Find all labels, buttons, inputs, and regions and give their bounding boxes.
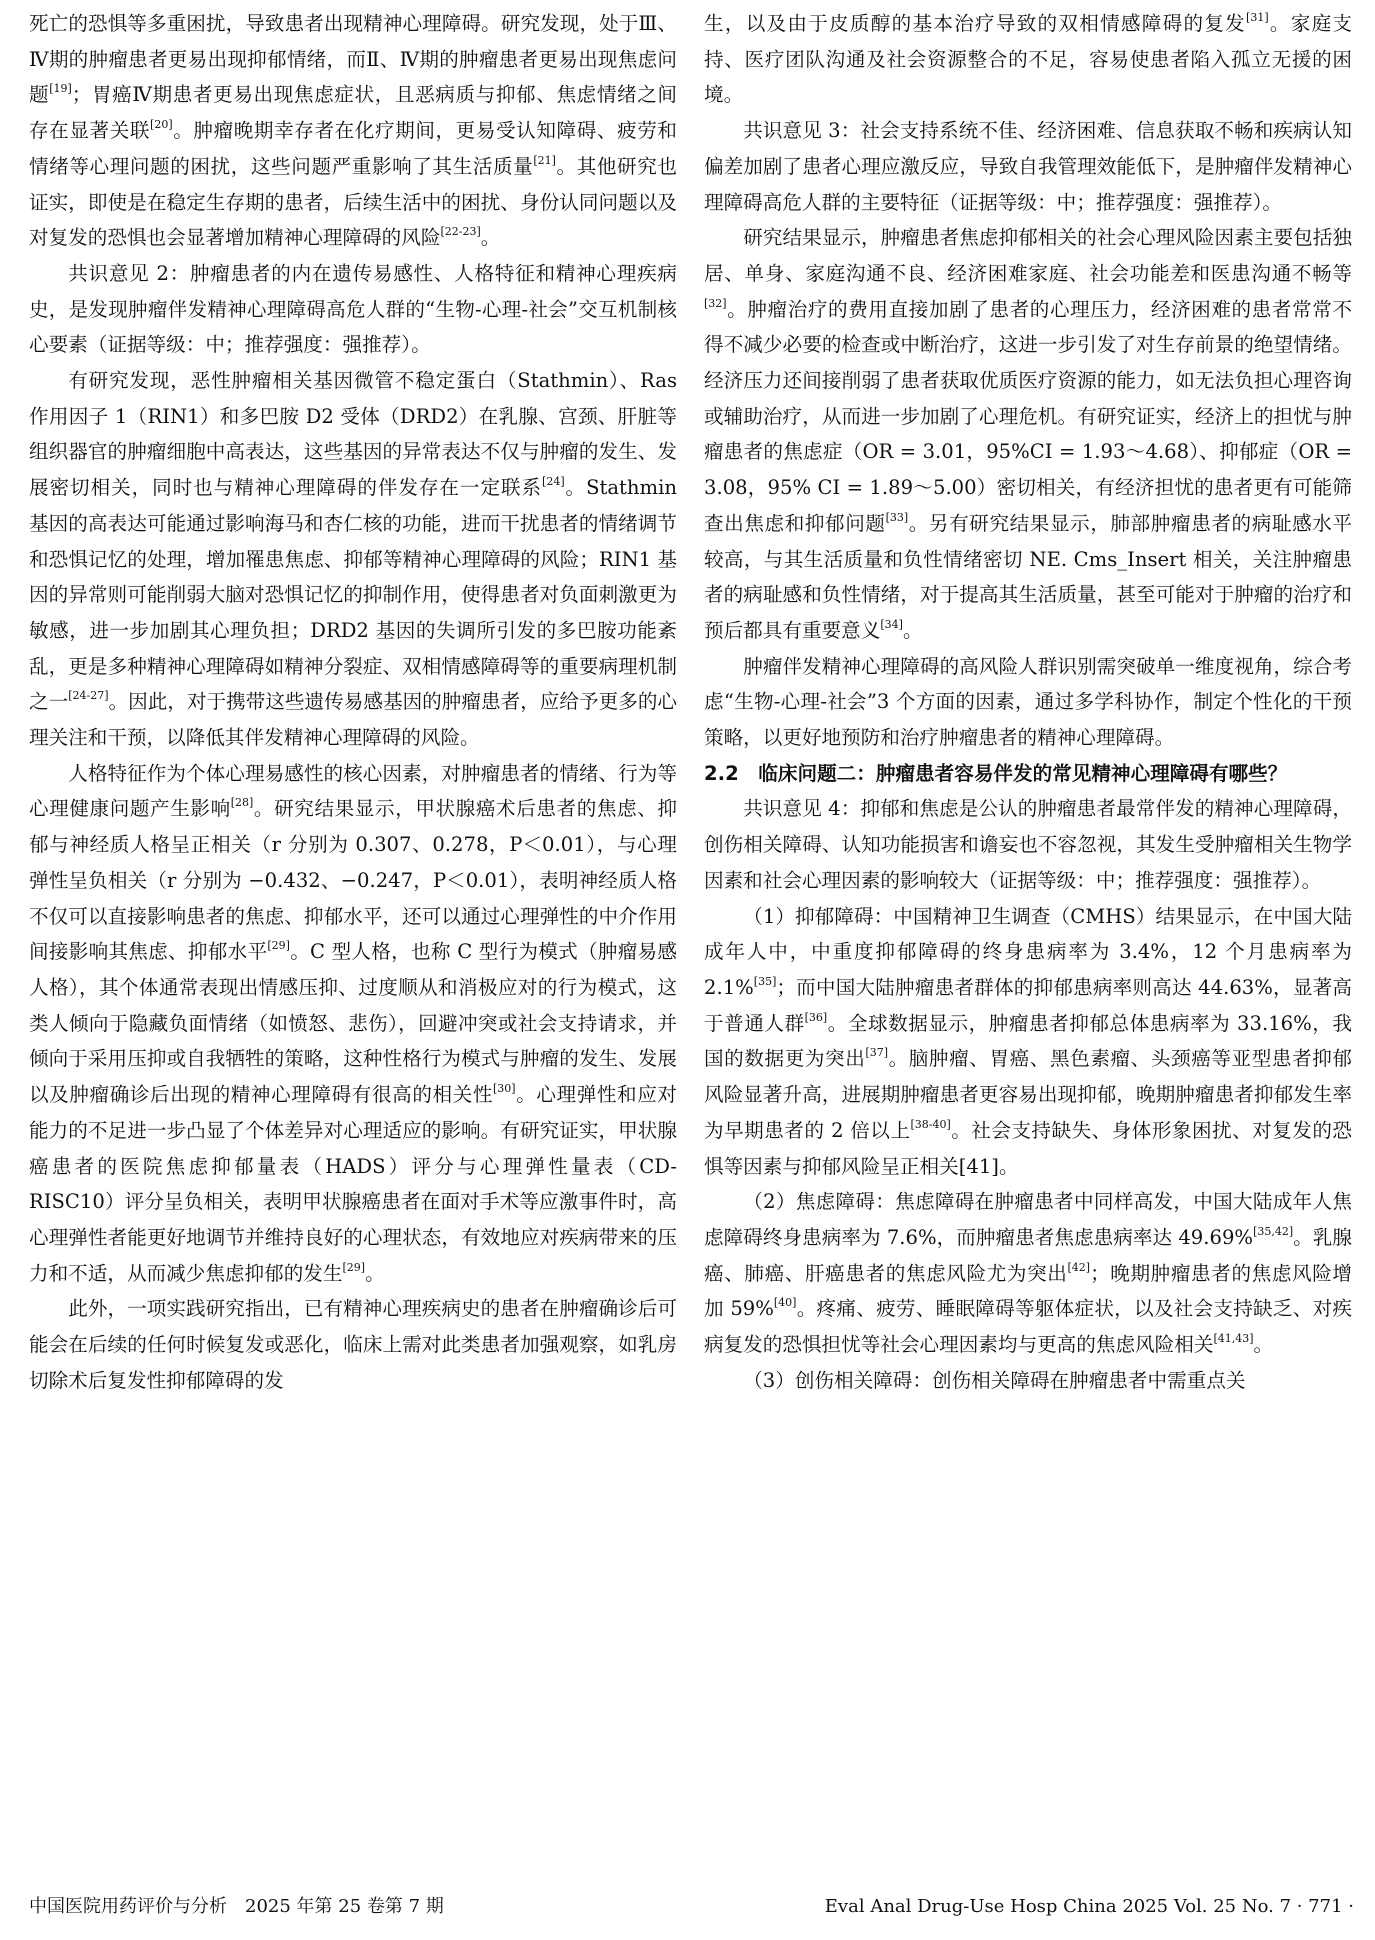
citation: [19] [49, 82, 72, 96]
paragraph: 有研究发现，恶性肿瘤相关基因微管不稳定蛋白（Stathmin）、Ras 作用因子 1（RIN1）和多巴胺 D2 受体（DRD2）在乳腺、宫颈、肝脏等组织器官的肿瘤细胞中高表达，这些基因的异常表达不仅与肿瘤的发生、发展密切相关，同时也与精神心理障碍的伴发存在一定联系[24]。Stathmin 基因的高表达可能通过影响海马和杏仁核的功能，进而干扰患者的情绪调节和恐惧记忆的处理，增加罹患焦虑、抑郁等精神心理障碍的风险；RIN1 基因的异常则可能削弱大脑对恐惧记忆的抑制作用，使得患者对负面刺激更为敏感，进一步加剧其心理负担；DRD2 基因的失调所引发的多巴胺功能紊乱，更是多种精神心理障碍如精神分裂症、双相情感障碍等的重要病理机制之一[24-27]。因此，对于携带这些遗传易感基因的肿瘤患者，应给予更多的心理关注和干预，以降低其伴发精神心理障碍的风险。 [29, 369, 678, 750]
citation: [40] [773, 1296, 797, 1310]
citation: [24] [542, 475, 565, 489]
paragraph: 肿瘤伴发精神心理障碍的高风险人群识别需突破单一维度视角，综合考虑“生物-心理-社会”3 个方面的因素，通过多学科协作，制定个性化的干预策略，以更好地预防和治疗肿瘤患者的精神心理障碍。 [704, 654, 1352, 750]
citation: [20] [150, 118, 173, 132]
citation: [24-27] [68, 689, 109, 703]
journal-name-en: Eval Anal Drug-Use Hosp China 2025 Vol. 25 No. 7 · 771 · [824, 1896, 1354, 1917]
section-heading: 2.2 临床问题二：肿瘤患者容易伴发的常见精神心理障碍有哪些？ [704, 761, 1288, 785]
right-column [704, 6, 1352, 1398]
paragraph: （2）焦虑障碍：焦虑障碍在肿瘤患者中同样高发，中国大陆成年人焦虑障碍终身患病率为 7.6%，而肿瘤患者焦虑患病率达 49.69%[35,42]。乳腺癌、肺癌、肝癌患者的焦虑风险尤为突出[42]；晚期肿瘤患者的焦虑风险增加 59%[40]。疼痛、疲劳、睡眠障碍等躯体症状，以及社会支持缺乏、对疾病复发的恐惧担忧等社会心理因素均与更高的焦虑风险相关[41,43]。 [704, 1190, 1353, 1357]
page-footer [29, 1892, 1354, 1922]
citation: [29] [342, 1260, 366, 1274]
citation: [41,43] [1213, 1332, 1254, 1346]
consensus-statement-2: 共识意见 2：肿瘤患者的内在遗传易感性、人格特征和精神心理疾病史，是发现肿瘤伴发精神心理障碍高危人群的“生物-心理-社会”交互机制核心要素（证据等级：中；推荐强度：强推荐）。 [29, 261, 677, 357]
left-column [29, 6, 677, 1398]
paragraph: 研究结果显示，肿瘤患者焦虑抑郁相关的社会心理风险因素主要包括独居、单身、家庭沟通不良、经济困难家庭、社会功能差和医患沟通不畅等[32]。肿瘤治疗的费用直接加剧了患者的心理压力，经济困难的患者常常不得不减少必要的检查或中断治疗，这进一步引发了对生存前景的绝望情绪。经济压力还间接削弱了患者获取优质医疗资源的能力，如无法负担心理咨询或辅助治疗，从而进一步加剧了心理危机。有研究证实，经济上的担忧与肿瘤患者的焦虑症（OR = 3.01，95%CI = 1.93～4.68）、抑郁症（OR = 3.08，95% CI = 1.89～5.00）密切相关，有经济担忧的患者更有可能筛查出焦虑和抑郁问题[33]。另有研究结果显示，肺部肿瘤患者的病耻感水平较高，与其生活质量和负性情绪密切 NE. Cms_Insert 相关，关注肿瘤患者的病耻感和负性情绪，对于提高其生活质量，甚至可能对于肿瘤的治疗和预后都具有重要意义[34]。 [704, 226, 1353, 642]
citation: [33] [885, 510, 909, 524]
journal-name-cn: 中国医院用药评价与分析 2025 年第 25 卷第 7 期 [29, 1896, 444, 1917]
paragraph: 生，以及由于皮质醇的基本治疗导致的双相情感障碍的复发[31]。家庭支持、医疗团队沟通及社会资源整合的不足，容易使患者陷入孤立无援的困境。 [704, 11, 1353, 107]
citation: [29] [267, 939, 290, 953]
citation: [21] [533, 153, 556, 167]
citation: [32] [704, 296, 727, 310]
citation: [34] [880, 617, 903, 631]
citation: [42] [1067, 1260, 1091, 1274]
citation: [31] [1246, 11, 1269, 24]
consensus-statement-3: 共识意见 3：社会支持系统不佳、经济困难、信息获取不畅和疾病认知偏差加剧了患者心理应激反应，导致自我管理效能低下，是肿瘤伴发精神心理障碍高危人群的主要特征（证据等级：中；推荐强度：强推荐）。 [704, 119, 1352, 214]
citation: [36] [804, 1010, 828, 1024]
citation: [35,42] [1253, 1224, 1294, 1238]
paragraph: （3）创伤相关障碍：创伤相关障碍在肿瘤患者中需重点关 [743, 1368, 1246, 1392]
paragraph: 此外，一项实践研究指出，已有精神心理疾病史的患者在肿瘤确诊后可能会在后续的任何时候复发或恶化，临床上需对此类患者加强观察，如乳房切除术后复发性抑郁障碍的发 [29, 1297, 677, 1392]
citation: [38-40] [910, 1117, 951, 1131]
paragraph: 死亡的恐惧等多重困扰，导致患者出现精神心理障碍。研究发现，处于Ⅲ、Ⅳ期的肿瘤患者更易出现抑郁情绪，而Ⅱ、Ⅳ期的肿瘤患者更易出现焦虑问题[19]；胃癌Ⅳ期患者更易出现焦虑症状，且恶病质与抑郁、焦虑情绪之间存在显著关联[20]。肿瘤晚期幸存者在化疗期间，更易受认知障碍、疲劳和情绪等心理问题的困扰，这些问题严重影响了其生活质量[21]。其他研究也证实，即使是在稳定生存期的患者，后续生活中的困扰、身份认同问题以及对复发的恐惧也会显著增加精神心理障碍的风险[22-23]。 [29, 12, 678, 250]
paragraph: 人格特征作为个体心理易感性的核心因素，对肿瘤患者的情绪、行为等心理健康问题产生影响[28]。研究结果显示，甲状腺癌术后患者的焦虑、抑郁与神经质人格呈正相关（r 分别为 0.307、0.278，P＜0.01），与心理弹性呈负相关（r 分别为 −0.432、−0.247，P＜0.01），表明神经质人格不仅可以直接影响患者的焦虑、抑郁水平，还可以通过心理弹性的中介作用间接影响其焦虑、抑郁水平[29]。C 型人格，也称 C 型行为模式（肿瘤易感人格），其个体通常表现出情感压抑、过度顺从和消极应对的行为模式，这类人倾向于隐藏负面情绪（如愤怒、悲伤），回避冲突或社会支持请求，并倾向于采用压抑或自我牺牲的策略，这种性格行为模式与肿瘤的发生、发展以及肿瘤确诊后出现的精神心理障碍有很高的相关性[30]。心理弹性和应对能力的不足进一步凸显了个体差异对心理适应的影响。有研究证实，甲状腺癌患者的医院焦虑抑郁量表（HADS）评分与心理弹性量表（CD-RISC10）评分呈负相关，表明甲状腺癌患者在面对手术等应激事件时，高心理弹性者能更好地调节并维持良好的心理状态，有效地应对疾病带来的压力和不适，从而减少焦虑抑郁的发生[29]。 [29, 761, 678, 1285]
consensus-statement-4: 共识意见 4：抑郁和焦虑是公认的肿瘤患者最常伴发的精神心理障碍，创伤相关障碍、认知功能损害和谵妄也不容忽视，其发生受肿瘤相关生物学因素和社会心理因素的影响较大（证据等级：中；推荐强度：强推荐）。 [704, 797, 1352, 892]
citation: [30] [493, 1082, 516, 1096]
citation: [35] [753, 974, 777, 988]
citation: [22-23] [440, 225, 481, 239]
paragraph: （1）抑郁障碍：中国精神卫生调查（CMHS）结果显示，在中国大陆成年人中，中重度抑郁障碍的终身患病率为 3.4%，12 个月患病率为 2.1%[35]；而中国大陆肿瘤患者群体的抑郁患病率则高达 44.63%，显著高于普通人群[36]。全球数据显示，肿瘤患者抑郁总体患病率为 33.16%，我国的数据更为突出[37]。脑肿瘤、胃癌、黑色素瘤、头颈癌等亚型患者抑郁风险显著升高，进展期肿瘤患者更容易出现抑郁，晚期肿瘤患者抑郁发生率为早期患者的 2 倍以上[38-40]。社会支持缺失、身体形象困扰、对复发的恐惧等因素与抑郁风险呈正相关[41]。 [704, 904, 1353, 1178]
citation: [37] [865, 1046, 888, 1060]
citation: [28] [230, 796, 254, 810]
